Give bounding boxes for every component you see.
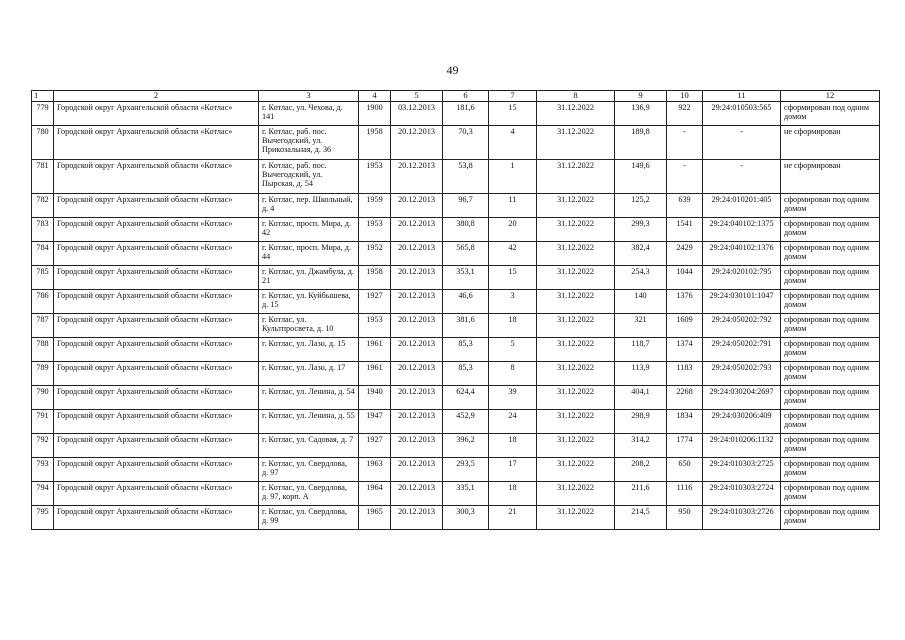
value-cell: 136,9 — [615, 101, 667, 125]
count-cell: 3 — [489, 289, 537, 313]
address-cell: г. Котлас, ул. Лазо, д. 17 — [259, 361, 359, 385]
address-cell: г. Котлас, ул. Куйбышева, д. 15 — [259, 289, 359, 313]
value-cell: 2429 — [667, 241, 703, 265]
value-cell: 650 — [667, 457, 703, 481]
count-cell: 1 — [489, 159, 537, 193]
status-cell: сформирован под одним домом — [781, 409, 880, 433]
count-cell: 21 — [489, 505, 537, 529]
row-number: 786 — [32, 289, 54, 313]
value-cell: 1376 — [667, 289, 703, 313]
deadline-cell: 31.12.2022 — [537, 361, 615, 385]
owner-cell: Городской округ Архангельской области «Котлас» — [54, 289, 259, 313]
area-cell: 624,4 — [443, 385, 489, 409]
row-number: 783 — [32, 217, 54, 241]
deadline-cell: 31.12.2022 — [537, 101, 615, 125]
owner-cell: Городской округ Архангельской области «Котлас» — [54, 481, 259, 505]
value-cell: 382,4 — [615, 241, 667, 265]
value-cell: 113,9 — [615, 361, 667, 385]
column-number: 10 — [667, 91, 703, 102]
area-cell: 452,9 — [443, 409, 489, 433]
count-cell: 39 — [489, 385, 537, 409]
column-number: 1 — [32, 91, 54, 102]
value-cell: 254,3 — [615, 265, 667, 289]
address-cell: г. Котлас, просп. Мира, д. 42 — [259, 217, 359, 241]
area-cell: 300,3 — [443, 505, 489, 529]
count-cell: 20 — [489, 217, 537, 241]
area-cell: 293,5 — [443, 457, 489, 481]
count-cell: 11 — [489, 193, 537, 217]
owner-cell: Городской округ Архангельской области «Котлас» — [54, 337, 259, 361]
date-cell: 20.12.2013 — [391, 337, 443, 361]
address-cell: г. Котлас, пер. Школьный, д. 4 — [259, 193, 359, 217]
row-number: 795 — [32, 505, 54, 529]
count-cell: 42 — [489, 241, 537, 265]
address-cell: г. Котлас, ул. Свердлова, д. 97, корп. А — [259, 481, 359, 505]
deadline-cell: 31.12.2022 — [537, 159, 615, 193]
table-row — [32, 159, 880, 193]
cadastre-number-cell: 29:24:010303:2724 — [703, 481, 781, 505]
table-row — [32, 409, 880, 433]
cadastre-number-cell: - — [703, 159, 781, 193]
date-cell: 20.12.2013 — [391, 289, 443, 313]
year-cell: 1940 — [359, 385, 391, 409]
value-cell: 1834 — [667, 409, 703, 433]
row-number: 794 — [32, 481, 54, 505]
area-cell: 353,1 — [443, 265, 489, 289]
count-cell: 15 — [489, 265, 537, 289]
status-cell: сформирован под одним домом — [781, 433, 880, 457]
cadastre-number-cell: 29:24:040102:1375 — [703, 217, 781, 241]
column-number: 3 — [259, 91, 359, 102]
value-cell: 1116 — [667, 481, 703, 505]
status-cell: сформирован под одним домом — [781, 313, 880, 337]
date-cell: 20.12.2013 — [391, 159, 443, 193]
count-cell: 4 — [489, 125, 537, 159]
row-number: 792 — [32, 433, 54, 457]
year-cell: 1953 — [359, 217, 391, 241]
date-cell: 20.12.2013 — [391, 385, 443, 409]
date-cell: 03.12.2013 — [391, 101, 443, 125]
year-cell: 1963 — [359, 457, 391, 481]
year-cell: 1961 — [359, 361, 391, 385]
count-cell: 24 — [489, 409, 537, 433]
row-number: 779 — [32, 101, 54, 125]
table-row — [32, 361, 880, 385]
deadline-cell: 31.12.2022 — [537, 505, 615, 529]
column-number: 5 — [391, 91, 443, 102]
owner-cell: Городской округ Архангельской области «Котлас» — [54, 457, 259, 481]
area-cell: 181,6 — [443, 101, 489, 125]
area-cell: 46,6 — [443, 289, 489, 313]
status-cell: сформирован под одним домом — [781, 289, 880, 313]
date-cell: 20.12.2013 — [391, 217, 443, 241]
year-cell: 1927 — [359, 433, 391, 457]
address-cell: г. Котлас, ул. Лазо, д. 15 — [259, 337, 359, 361]
value-cell: 639 — [667, 193, 703, 217]
cadastre-number-cell: 29:24:010303:2726 — [703, 505, 781, 529]
table-row — [32, 433, 880, 457]
area-cell: 380,8 — [443, 217, 489, 241]
column-number: 2 — [54, 91, 259, 102]
deadline-cell: 31.12.2022 — [537, 481, 615, 505]
status-cell: сформирован под одним домом — [781, 193, 880, 217]
status-cell: сформирован под одним домом — [781, 457, 880, 481]
cadastre-number-cell: 29:24:010503:565 — [703, 101, 781, 125]
area-cell: 70,3 — [443, 125, 489, 159]
column-number-row — [32, 91, 880, 102]
address-cell: г. Котлас, ул. Культпросвета, д. 10 — [259, 313, 359, 337]
value-cell: 922 — [667, 101, 703, 125]
row-number: 789 — [32, 361, 54, 385]
row-number: 790 — [32, 385, 54, 409]
value-cell: 950 — [667, 505, 703, 529]
cadastre-number-cell: 29:24:050202:793 — [703, 361, 781, 385]
date-cell: 20.12.2013 — [391, 481, 443, 505]
area-cell: 396,2 — [443, 433, 489, 457]
table-row — [32, 313, 880, 337]
row-number: 781 — [32, 159, 54, 193]
address-cell: г. Котлас, ул. Свердлова, д. 99 — [259, 505, 359, 529]
year-cell: 1958 — [359, 265, 391, 289]
row-number: 782 — [32, 193, 54, 217]
row-number: 784 — [32, 241, 54, 265]
value-cell: 1774 — [667, 433, 703, 457]
year-cell: 1961 — [359, 337, 391, 361]
date-cell: 20.12.2013 — [391, 361, 443, 385]
owner-cell: Городской округ Архангельской области «Котлас» — [54, 241, 259, 265]
value-cell: 208,2 — [615, 457, 667, 481]
status-cell: сформирован под одним домом — [781, 481, 880, 505]
date-cell: 20.12.2013 — [391, 265, 443, 289]
owner-cell: Городской округ Архангельской области «Котлас» — [54, 159, 259, 193]
year-cell: 1965 — [359, 505, 391, 529]
value-cell: 211,6 — [615, 481, 667, 505]
table-row — [32, 265, 880, 289]
address-cell: г. Котлас, просп. Мира, д. 44 — [259, 241, 359, 265]
owner-cell: Городской округ Архангельской области «Котлас» — [54, 193, 259, 217]
deadline-cell: 31.12.2022 — [537, 265, 615, 289]
count-cell: 17 — [489, 457, 537, 481]
table-row — [32, 505, 880, 529]
column-number: 7 — [489, 91, 537, 102]
value-cell: 314,2 — [615, 433, 667, 457]
value-cell: 189,8 — [615, 125, 667, 159]
value-cell: 118,7 — [615, 337, 667, 361]
deadline-cell: 31.12.2022 — [537, 457, 615, 481]
date-cell: 20.12.2013 — [391, 125, 443, 159]
year-cell: 1953 — [359, 313, 391, 337]
deadline-cell: 31.12.2022 — [537, 409, 615, 433]
value-cell: 125,2 — [615, 193, 667, 217]
deadline-cell: 31.12.2022 — [537, 217, 615, 241]
table-row — [32, 385, 880, 409]
area-cell: 53,8 — [443, 159, 489, 193]
value-cell: 1374 — [667, 337, 703, 361]
deadline-cell: 31.12.2022 — [537, 313, 615, 337]
column-number: 8 — [537, 91, 615, 102]
date-cell: 20.12.2013 — [391, 313, 443, 337]
cadastre-number-cell: 29:24:030101:1047 — [703, 289, 781, 313]
year-cell: 1900 — [359, 101, 391, 125]
value-cell: 149,6 — [615, 159, 667, 193]
row-number: 780 — [32, 125, 54, 159]
deadline-cell: 31.12.2022 — [537, 193, 615, 217]
deadline-cell: 31.12.2022 — [537, 337, 615, 361]
count-cell: 8 — [489, 361, 537, 385]
value-cell: 1541 — [667, 217, 703, 241]
column-number: 4 — [359, 91, 391, 102]
value-cell: 299,3 — [615, 217, 667, 241]
table-row — [32, 289, 880, 313]
table-row — [32, 241, 880, 265]
cadastre-number-cell: 29:24:010206:1132 — [703, 433, 781, 457]
row-number: 787 — [32, 313, 54, 337]
row-number: 793 — [32, 457, 54, 481]
cadastre-number-cell: - — [703, 125, 781, 159]
cadastre-number-cell: 29:24:030204:2697 — [703, 385, 781, 409]
deadline-cell: 31.12.2022 — [537, 125, 615, 159]
date-cell: 20.12.2013 — [391, 505, 443, 529]
address-cell: г. Котлас, раб. пос. Вычегодский, ул. Прикозальная, д. 36 — [259, 125, 359, 159]
year-cell: 1947 — [359, 409, 391, 433]
area-cell: 335,1 — [443, 481, 489, 505]
count-cell: 18 — [489, 433, 537, 457]
address-cell: г. Котлас, ул. Ленина, д. 55 — [259, 409, 359, 433]
count-cell: 15 — [489, 101, 537, 125]
table-row — [32, 337, 880, 361]
value-cell: 1183 — [667, 361, 703, 385]
owner-cell: Городской округ Архангельской области «Котлас» — [54, 265, 259, 289]
address-cell: г. Котлас, ул. Чехова, д. 141 — [259, 101, 359, 125]
owner-cell: Городской округ Архангельской области «Котлас» — [54, 409, 259, 433]
cadastre-number-cell: 29:24:010303:2725 — [703, 457, 781, 481]
value-cell: 1609 — [667, 313, 703, 337]
year-cell: 1953 — [359, 159, 391, 193]
value-cell: - — [667, 159, 703, 193]
cadastre-number-cell: 29:24:020102:795 — [703, 265, 781, 289]
address-cell: г. Котлас, ул. Садовая, д. 7 — [259, 433, 359, 457]
address-cell: г. Котлас, ул. Джамбула, д. 21 — [259, 265, 359, 289]
status-cell: сформирован под одним домом — [781, 101, 880, 125]
status-cell: сформирован под одним домом — [781, 505, 880, 529]
year-cell: 1952 — [359, 241, 391, 265]
column-number: 11 — [703, 91, 781, 102]
deadline-cell: 31.12.2022 — [537, 241, 615, 265]
row-number: 788 — [32, 337, 54, 361]
address-cell: г. Котлас, раб. пос. Вычегодский, ул. Пырская, д. 54 — [259, 159, 359, 193]
status-cell: сформирован под одним домом — [781, 265, 880, 289]
owner-cell: Городской округ Архангельской области «Котлас» — [54, 217, 259, 241]
status-cell: не сформирован — [781, 125, 880, 159]
address-cell: г. Котлас, ул. Ленина, д. 54 — [259, 385, 359, 409]
status-cell: сформирован под одним домом — [781, 241, 880, 265]
year-cell: 1959 — [359, 193, 391, 217]
owner-cell: Городской округ Архангельской области «Котлас» — [54, 361, 259, 385]
table-row — [32, 457, 880, 481]
cadastre-number-cell: 29:24:050202:791 — [703, 337, 781, 361]
count-cell: 18 — [489, 481, 537, 505]
year-cell: 1958 — [359, 125, 391, 159]
area-cell: 96,7 — [443, 193, 489, 217]
deadline-cell: 31.12.2022 — [537, 385, 615, 409]
value-cell: 321 — [615, 313, 667, 337]
owner-cell: Городской округ Архангельской области «Котлас» — [54, 101, 259, 125]
value-cell: 1044 — [667, 265, 703, 289]
row-number: 791 — [32, 409, 54, 433]
date-cell: 20.12.2013 — [391, 193, 443, 217]
table-row — [32, 481, 880, 505]
page-number: 49 — [446, 63, 459, 77]
table-row — [32, 125, 880, 159]
area-cell: 381,6 — [443, 313, 489, 337]
owner-cell: Городской округ Архангельской области «Котлас» — [54, 313, 259, 337]
column-number: 12 — [781, 91, 880, 102]
value-cell: - — [667, 125, 703, 159]
value-cell: 298,9 — [615, 409, 667, 433]
table-row — [32, 101, 880, 125]
status-cell: сформирован под одним домом — [781, 361, 880, 385]
value-cell: 140 — [615, 289, 667, 313]
value-cell: 2268 — [667, 385, 703, 409]
status-cell: сформирован под одним домом — [781, 337, 880, 361]
cadastre-number-cell: 29:24:010201:405 — [703, 193, 781, 217]
value-cell: 214,5 — [615, 505, 667, 529]
address-cell: г. Котлас, ул. Свердлова, д. 97 — [259, 457, 359, 481]
cadastre-number-cell: 29:24:040102:1376 — [703, 241, 781, 265]
value-cell: 404,1 — [615, 385, 667, 409]
year-cell: 1964 — [359, 481, 391, 505]
row-number: 785 — [32, 265, 54, 289]
column-number: 6 — [443, 91, 489, 102]
column-number: 9 — [615, 91, 667, 102]
date-cell: 20.12.2013 — [391, 241, 443, 265]
area-cell: 85,3 — [443, 337, 489, 361]
status-cell: не сформирован — [781, 159, 880, 193]
registry-table — [31, 90, 880, 530]
cadastre-number-cell: 29:24:050202:792 — [703, 313, 781, 337]
owner-cell: Городской округ Архангельской области «Котлас» — [54, 505, 259, 529]
count-cell: 5 — [489, 337, 537, 361]
area-cell: 85,3 — [443, 361, 489, 385]
date-cell: 20.12.2013 — [391, 457, 443, 481]
table-row — [32, 193, 880, 217]
year-cell: 1927 — [359, 289, 391, 313]
table-row — [32, 217, 880, 241]
status-cell: сформирован под одним домом — [781, 217, 880, 241]
status-cell: сформирован под одним домом — [781, 385, 880, 409]
deadline-cell: 31.12.2022 — [537, 433, 615, 457]
area-cell: 565,8 — [443, 241, 489, 265]
date-cell: 20.12.2013 — [391, 409, 443, 433]
cadastre-number-cell: 29:24:030206:409 — [703, 409, 781, 433]
date-cell: 20.12.2013 — [391, 433, 443, 457]
table-body — [32, 101, 880, 529]
deadline-cell: 31.12.2022 — [537, 289, 615, 313]
count-cell: 18 — [489, 313, 537, 337]
owner-cell: Городской округ Архангельской области «Котлас» — [54, 433, 259, 457]
owner-cell: Городской округ Архангельской области «Котлас» — [54, 385, 259, 409]
owner-cell: Городской округ Архангельской области «Котлас» — [54, 125, 259, 159]
